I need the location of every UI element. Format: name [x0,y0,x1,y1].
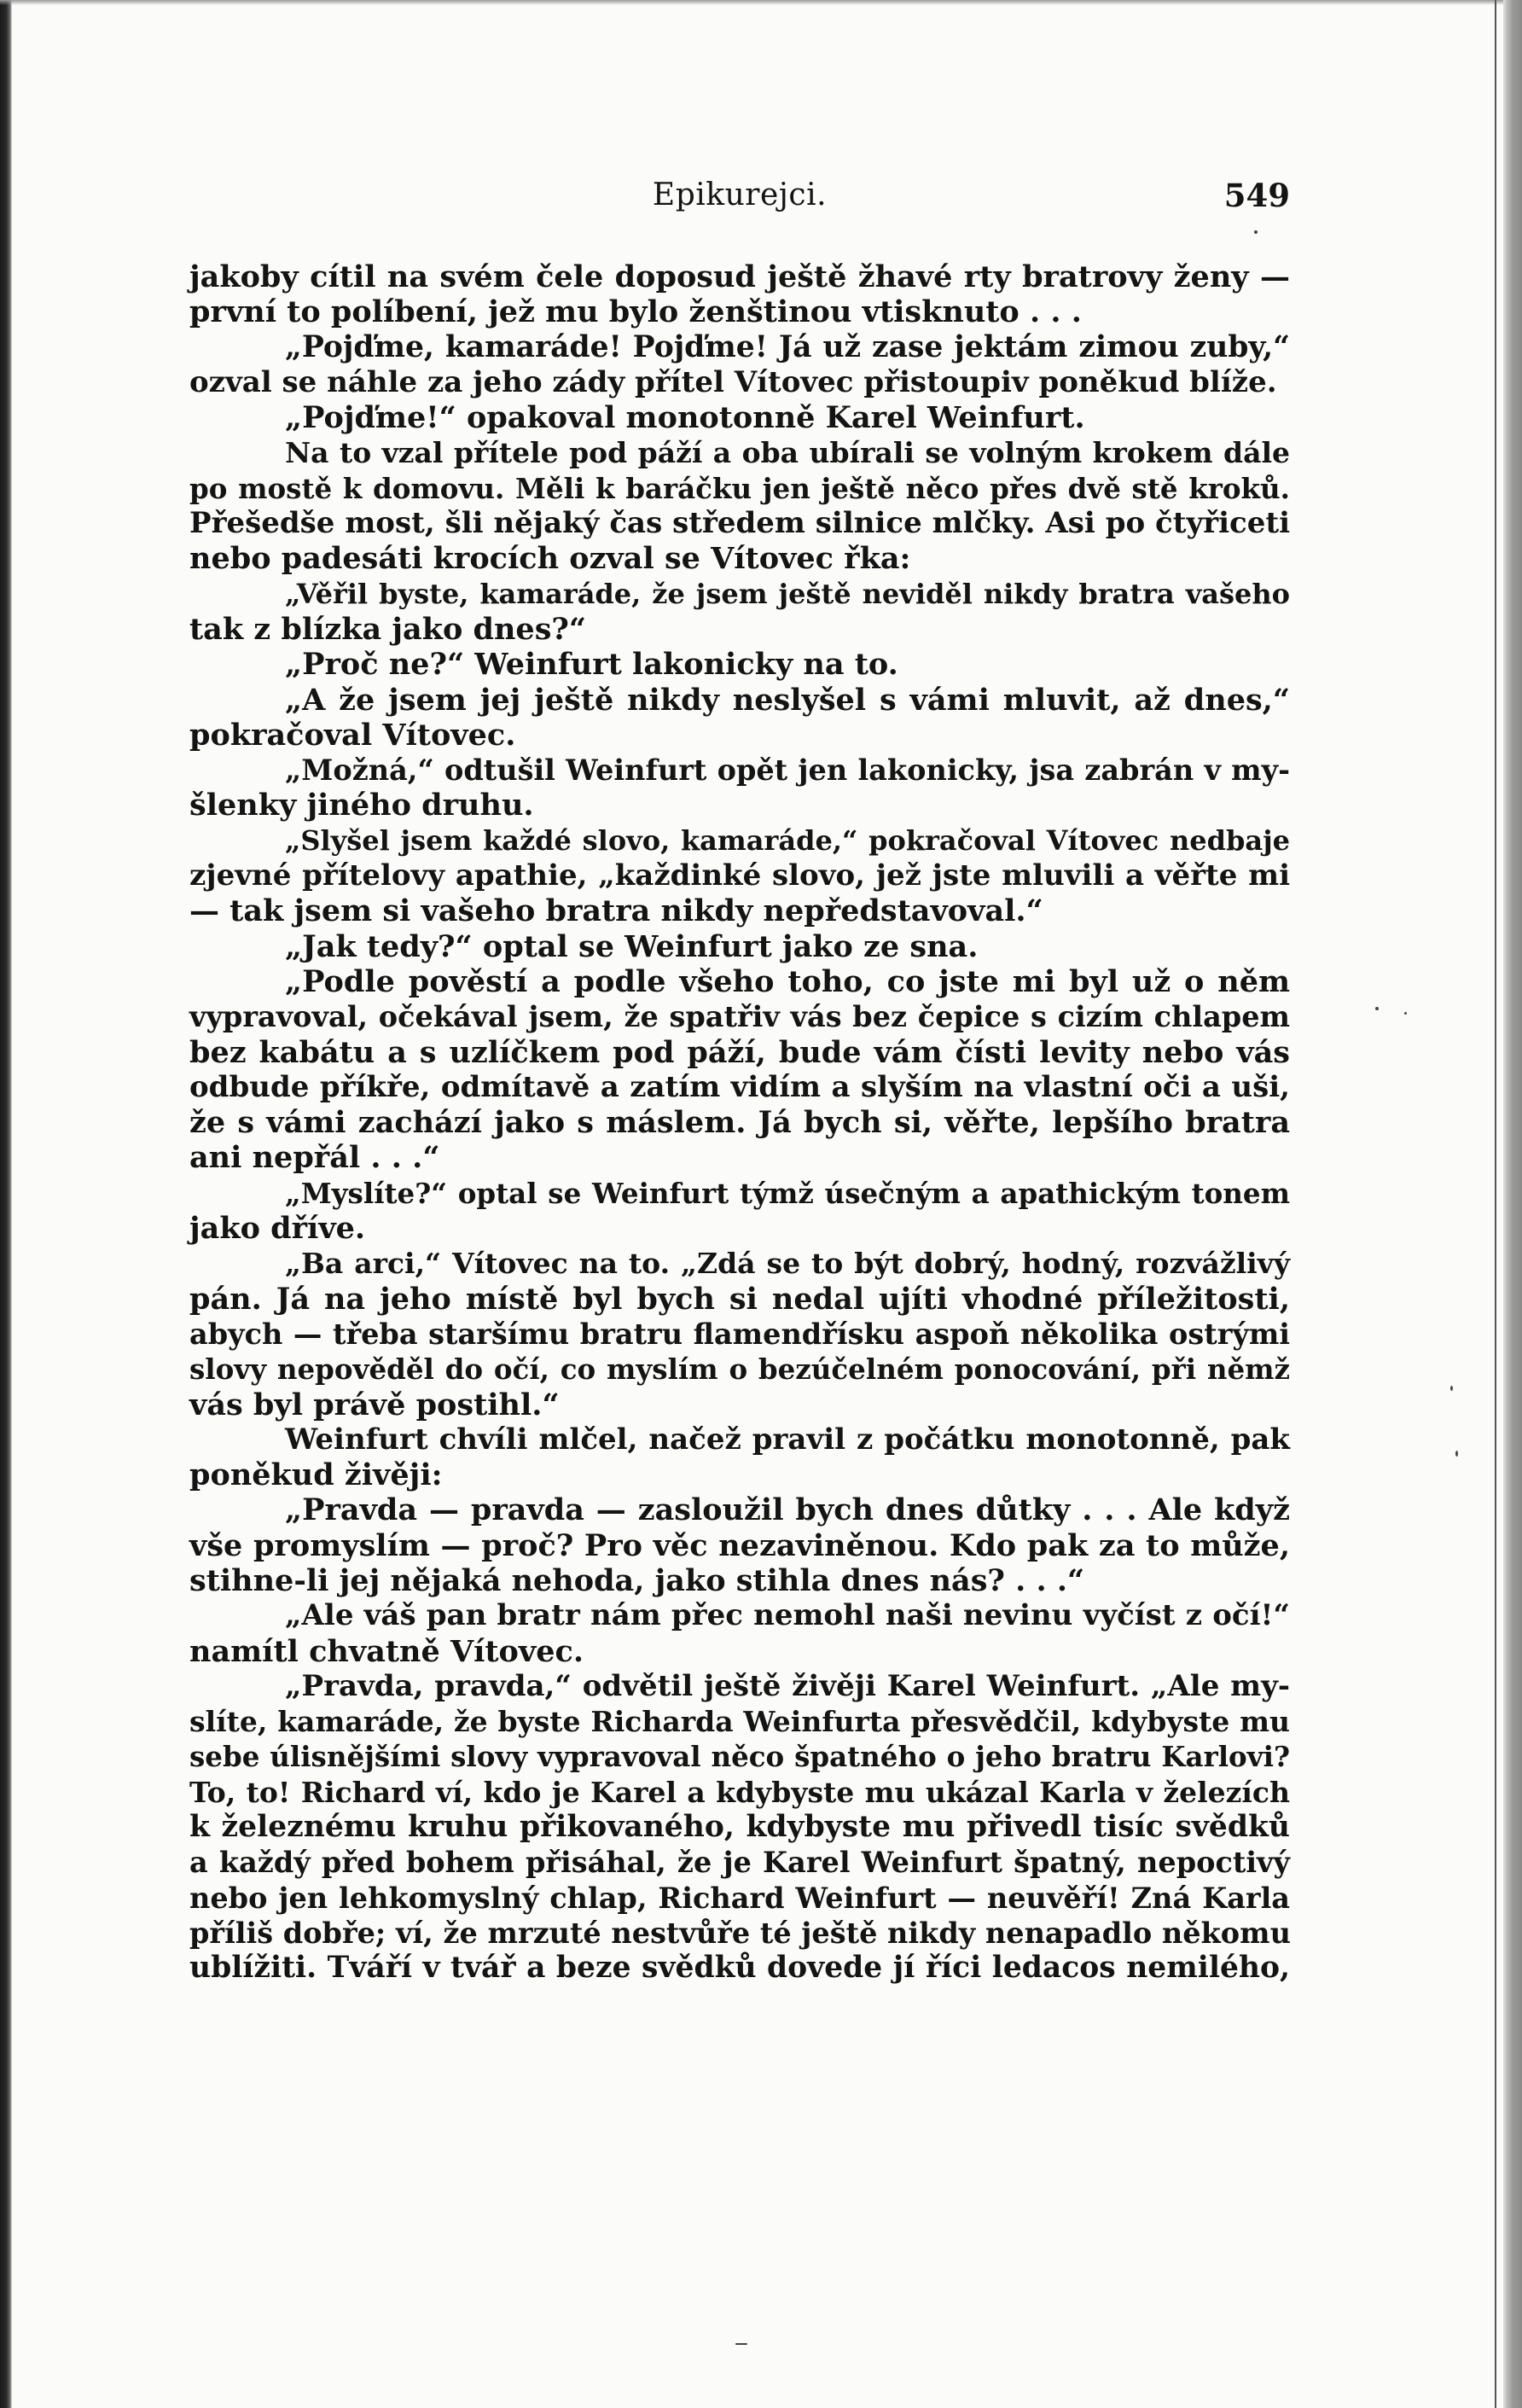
top-shadow [0,0,1522,5]
text-line: „Slyšel jsem každé slovo, kamaráde,“ pokračoval Vítovec nedbaje [285,823,1290,857]
text-line: slíte, kamaráde, že byste Richarda Weinfurta přesvědčil, kdybyste mu [189,1705,1290,1739]
speck [1375,1007,1379,1010]
page-edge-line [1495,0,1496,2408]
text-line: „Podle pověstí a podle všeho toho, co jste mi byl už o něm [285,963,1290,999]
text-line: Na to vzal přítele pod páží a oba ubírali se volným krokem dále [285,436,1290,470]
text-line: „Proč ne?“ Weinfurt lakonicky na to. [285,647,898,683]
text-line: že s vámi zachází jako s máslem. Já bych si, věřte, lepšího bratra [189,1105,1290,1141]
text-line: šlenky jiného druhu. [189,788,534,823]
text-line: „A že jsem jej ještě nikdy neslyšel s vámi mluvit, až dnes,“ [285,682,1290,718]
text-line: k železnému kruhu přikovaného, kdybyste mu přivedl tisíc svědků [189,1810,1290,1845]
text-line: ublížiti. Tváří v tvář a beze svědků dovede jí říci ledacos nemilého, [189,1951,1290,1986]
text-line: — tak jsem si vašeho bratra nikdy nepředstavoval.“ [189,893,1043,929]
text-line: jakoby cítil na svém čele doposud ještě žhavé rty bratrovy ženy — [189,259,1290,294]
text-line: první to políbení, jež mu bylo ženštinou vtisknuto . . . [189,294,1082,330]
page-header [189,174,1290,217]
text-line: „Ale váš pan bratr nám přec nemohl naši nevinu vyčíst z očí!“ [285,1598,1290,1633]
text-line: vypravoval, očekával jsem, že spatřiv vás bez čepice s cizím chlapem [189,1000,1290,1034]
text-line: nebo jen lehkomyslný chlap, Richard Weinfurt — neuvěří! Zná Karla [189,1881,1290,1915]
text-line: „Pravda, pravda,“ odvětil ještě živěji Karel Weinfurt. „Ale my- [285,1668,1290,1703]
body-text [189,259,1290,1986]
text-line: ozval se náhle za jeho zády přítel Vítovec přistoupiv poněkud blíže. [189,364,1277,399]
text-line: pokračoval Vítovec. [189,717,516,753]
text-line: jako dříve. [189,1211,366,1247]
text-line: poněkud živěji: [189,1457,443,1493]
binding-edge [0,0,12,2408]
text-line: sebe úlisnějšími slovy vypravoval něco špatného o jeho bratru Karlovi? [189,1740,1290,1774]
speck [1404,1012,1407,1015]
text-line: vás byl právě postihl.“ [189,1387,560,1422]
text-line: „Pojďme!“ opakoval monotonně Karel Weinfurt. [285,400,1085,436]
text-line: To, to! Richard ví, kdo je Karel a kdybyste mu ukázal Karla v železích [189,1775,1290,1809]
text-line: bez kabátu a s uzlíčkem pod páží, bude vám čísti levity nebo vás [189,1034,1290,1070]
text-line: „Pojďme, kamaráde! Pojďme! Já už zase jektám zimou zuby,“ [285,329,1290,364]
speck [1455,1451,1458,1457]
text-line: zjevné přítelovy apathie, „každinké slovo, jež jste mluvili a věřte mi [189,858,1290,893]
text-line: a každý před bohem přisáhal, že je Karel Weinfurt špatný, nepoctivý [189,1846,1290,1880]
text-line: „Myslíte?“ optal se Weinfurt týmž úsečným a apathickým tonem [285,1176,1290,1210]
text-line: „Věřil byste, kamaráde, že jsem ještě neviděl nikdy bratra vašeho [285,577,1290,610]
text-line: namítl chvatně Vítovec. [189,1633,584,1669]
text-line: odbude příkře, odmítavě a zatím vidím a slyším na vlastní oči a uši, [189,1069,1290,1104]
text-line: „Možná,“ odtušil Weinfurt opět jen lakonicky, jsa zabrán v my- [285,753,1290,788]
text-line: „Ba arci,“ Vítovec na to. „Zdá se to být dobrý, hodný, rozvážlivý [285,1247,1290,1281]
text-line: ani nepřál . . .“ [189,1140,440,1176]
text-line: slovy nepověděl do očí, co myslím o bezúčelném ponocování, při němž [189,1352,1290,1387]
text-line: „Pravda — pravda — zasloužil bych dnes důtky . . . Ale když [285,1492,1290,1528]
text-line: nebo padesáti krocích ozval se Vítovec řka: [189,541,911,577]
text-line: Weinfurt chvíli mlčel, načež pravil z počátku monotonně, pak [285,1422,1290,1457]
text-line: vše promyslím — proč? Pro věc nezaviněnou. Kdo pak za to může, [189,1527,1290,1563]
speck [735,2343,747,2345]
running-title: Epikurejci. [652,177,828,212]
text-line: Přešedše most, šli nějaký čas středem silnice mlčky. Asi po čtyřiceti [189,506,1290,541]
text-line: abych — třeba staršímu bratru flamendřísku aspoň několika ostrými [189,1317,1290,1351]
right-edge-strip [1503,0,1522,2408]
text-line: „Jak tedy?“ optal se Weinfurt jako ze sna. [285,928,979,964]
text-line: stihne-li jej nějaká nehoda, jako stihla dnes nás? . . .“ [189,1562,1085,1598]
text-line: tak z blízka jako dnes?“ [189,611,587,647]
text-line: po mostě k domovu. Měli k baráčku jen ještě něco přes dvě stě kroků. [189,471,1290,505]
text-line: příliš dobře; ví, že mrzuté nestvůře té ještě nikdy nenapadlo někomu [189,1916,1291,1950]
speck [1450,1386,1453,1391]
speck [1254,230,1258,234]
text-line: pán. Já na jeho místě byl bych si nedal ujíti vhodné příležitosti, [189,1281,1290,1317]
page-number: 549 [1223,177,1290,214]
